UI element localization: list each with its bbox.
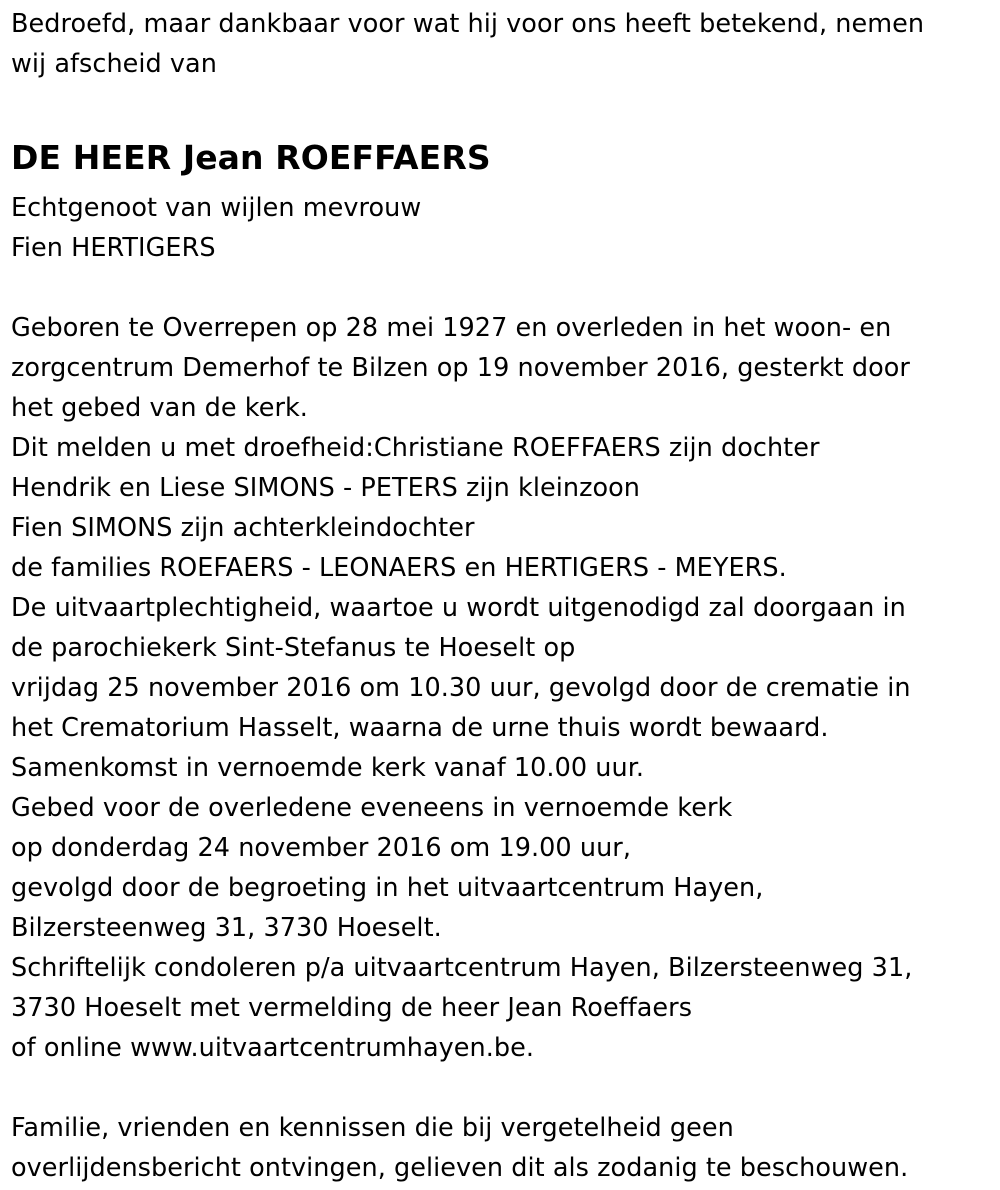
body-line: Fien SIMONS zijn achterkleindochter [11,513,475,543]
body-line: de parochiekerk Sint-Stefanus te Hoeselt op [11,633,576,663]
body-line: zorgcentrum Demerhof te Bilzen op 19 november 2016, gesterkt door [11,353,910,383]
body-line: Schriftelijk condoleren p/a uitvaartcentrum Hayen, Bilzersteenweg 31, [11,953,913,983]
body-line: op donderdag 24 november 2016 om 19.00 uur, [11,833,631,863]
body-line: Dit melden u met droefheid:Christiane ROEFFAERS zijn dochter [11,433,820,463]
closing-line: Familie, vrienden en kennissen die bij vergetelheid geen [11,1113,734,1143]
body-line: het gebed van de kerk. [11,393,308,423]
body-line: Bilzersteenweg 31, 3730 Hoeselt. [11,913,442,943]
body-line: 3730 Hoeselt met vermelding de heer Jean Roeffaers [11,993,693,1023]
spouse-line: Echtgenoot van wijlen mevrouw [11,193,422,223]
body-line: het Crematorium Hasselt, waarna de urne thuis wordt bewaard. [11,713,829,743]
body-line: Gebed voor de overledene eveneens in vernoemde kerk [11,793,733,823]
spouse-name: Fien HERTIGERS [11,233,216,263]
paragraph-gap [11,268,986,308]
body-line: of online www.uitvaartcentrumhayen.be. [11,1033,535,1063]
spouse-text [11,188,986,268]
intro-line: wij afscheid van [11,49,217,79]
body-line: vrijdag 25 november 2016 om 10.30 uur, gevolgd door de crematie in [11,673,911,703]
body-line: gevolgd door de begroeting in het uitvaartcentrum Hayen, [11,873,764,903]
body-line: Geboren te Overrepen op 28 mei 1927 en overleden in het woon- en [11,313,892,343]
intro-text [11,4,986,84]
body-line: De uitvaartplechtigheid, waartoe u wordt uitgenodigd zal doorgaan in [11,593,906,623]
deceased-name: DE HEER Jean ROEFFAERS [11,138,491,177]
intro-line: Bedroefd, maar dankbaar voor wat hij voor ons heeft betekend, nemen [11,9,925,39]
closing-line: overlijdensbericht ontvingen, gelieven dit als zodanig te beschouwen. [11,1153,909,1183]
body-line: Samenkomst in vernoemde kerk vanaf 10.00 uur. [11,753,645,783]
body-line: Hendrik en Liese SIMONS - PETERS zijn kleinzoon [11,473,641,503]
body-text [11,308,986,1068]
body-line: de families ROEFAERS - LEONAERS en HERTIGERS - MEYERS. [11,553,787,583]
closing-text [11,1108,986,1188]
paragraph-gap [11,1068,986,1108]
